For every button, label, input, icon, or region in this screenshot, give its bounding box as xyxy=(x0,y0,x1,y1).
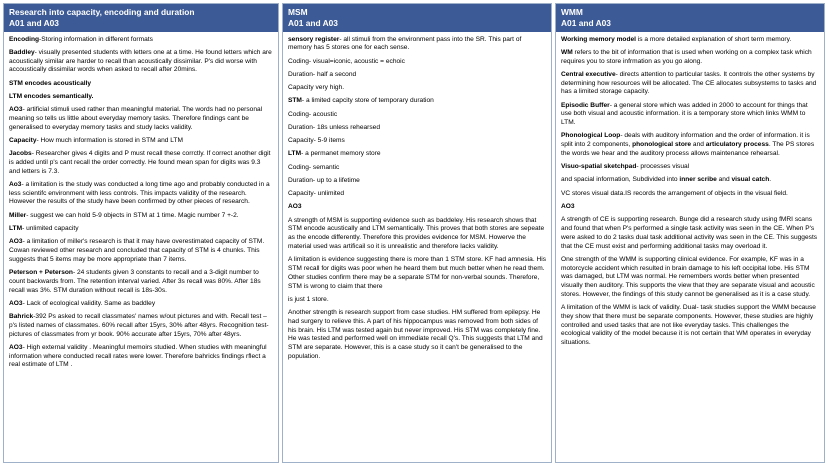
column-1-subtitle: A01 and A03 xyxy=(9,17,59,28)
paragraph xyxy=(9,344,273,370)
column-msm xyxy=(282,3,552,463)
term-label: LTM xyxy=(9,225,23,233)
term-label: Episodic Buffer xyxy=(561,101,610,109)
body-text: VC stores visual data.IS records the arrangement of objects in the visual field. xyxy=(561,189,788,197)
paragraph xyxy=(561,36,819,45)
column-3-header xyxy=(556,4,824,32)
paragraph xyxy=(288,137,546,146)
term-label: WM xyxy=(561,48,573,56)
term-label: Capacity xyxy=(9,136,37,144)
body-text: Coding- semantic xyxy=(288,163,340,171)
paragraph xyxy=(9,80,273,89)
body-text: and xyxy=(716,176,732,184)
paragraph xyxy=(288,71,546,80)
body-text: Coding- acoustic xyxy=(288,110,338,118)
term-label: Phonological Loop xyxy=(561,132,621,140)
paragraph xyxy=(9,225,273,234)
body-text: - a limitation is the study was conducted a long time ago and probably conducted in a less scientifc environment with less controls. This impacts validity of the research. However the results of the study have been confirmed by other pieces of research. xyxy=(9,180,270,206)
paragraph xyxy=(9,269,273,295)
body-text: -Storing information in different formats xyxy=(39,35,153,43)
paragraph xyxy=(9,212,273,221)
paragraph xyxy=(9,313,273,339)
term-label: Jacobs xyxy=(9,150,32,158)
body-text: One strength of the WMM is supporting clinical evidence. For example, KF was in a motorcycle accident which resulted in brain damage to his left occipital lobe. His STM was damaged, but LTM was normal. He remembers words better when presented visually then auditory. This supports the view that they are separate visual and acoustic stores. However, the findings of this study cannot be generalised as it is a case study. xyxy=(561,255,815,298)
column-2-subtitle: A01 and A03 xyxy=(288,17,338,28)
paragraph xyxy=(9,49,273,75)
body-text: Capacity- unlimited xyxy=(288,190,345,198)
body-text: Duration- up to a lifetime xyxy=(288,176,360,184)
paragraph xyxy=(288,58,546,67)
body-text: - visually presented students with letters one at a time. He found letters which are acoustically similar are harder to recall than acoustically dissimilar. P's did worse with accoustically dissimilar words when asked to recall after 20mins. xyxy=(9,48,272,74)
term-label: Peterson + Peterson xyxy=(9,269,73,277)
paragraph xyxy=(9,36,273,45)
paragraph xyxy=(561,256,819,300)
paragraph xyxy=(561,304,819,348)
paragraph xyxy=(561,163,819,172)
body-text: - deals with auditory information and the order of information. it is split into 2 components, xyxy=(561,132,810,149)
term-label: LTM encodes semantically. xyxy=(9,92,94,100)
term-label: Ao3 xyxy=(9,180,22,188)
paragraph xyxy=(9,106,273,132)
paragraph xyxy=(288,97,546,106)
body-text: - a limitation of miller's research is that it may have overestimated capacity of STM. Cowan reviewed other research and concluded that capacity of STM is 4 chunks. This suggests that 5 items may be more appropriate than 7 items. xyxy=(9,238,265,263)
column-wmm xyxy=(555,3,825,463)
body-text: refers to the bit of information that is used when working on a complex task which requires you to store infrmation as you go along. xyxy=(561,48,812,65)
body-text: - 24 students given 3 constants to recall and a 3-digit number to count backwards from. The retention interval varied. After 3s recall was 80%. After 18s recall was 3%. STM duration without recall is 18s-30s. xyxy=(9,269,261,294)
term-label: AO3 xyxy=(9,106,23,114)
paragraph xyxy=(9,238,273,264)
term-label: visual catch xyxy=(731,176,770,184)
column-3-subtitle: A01 and A03 xyxy=(561,17,611,28)
body-text: A limitation is evidence suggesting there is more than 1 STM store. KF had amnesia. His STM recall for digits was poor when he heard them but much better when he read them. Other studies confirm there may be a separate STM for non-verbal sounds. Therefore, STM is wrong to claim that there xyxy=(288,256,547,290)
body-text: Capacity- 5-9 items xyxy=(288,137,345,145)
paragraph xyxy=(288,177,546,186)
term-label: STM encodes acoustically xyxy=(9,79,92,87)
body-text: -392 Ps asked to recall classmates' names w/out pictures and with. Recall test – p's listed names of classmates. 60% recall after 15yrs, 30% after 48yrs. Recognition test- pictures of classmates from yr book. 90% accurate after 15yrs, 70% after 48yrs. xyxy=(9,313,269,338)
body-text: Duration- 18s unless rehearsed xyxy=(288,123,380,131)
term-label: sensory register xyxy=(288,35,340,43)
paragraph xyxy=(9,93,273,102)
body-text: - Researcher gives 4 digits and P must recall these corrctly. If correct another digit is added until p's cant recall the order correctly. He found mean span for digits was 9.3 and letters is 7.3. xyxy=(9,150,271,175)
paragraph xyxy=(561,216,819,251)
body-text: - suggest we can hold 5-9 objects in STM at 1 time. Magic number 7 +-2. xyxy=(26,211,239,219)
body-text: - a limited capcity store of temporary duration xyxy=(301,97,434,105)
body-text: - High external validity . Meaningful memoirs studied. When studies with meaningful information where conducted recall rates were lower. Therefore bahricks findings rflect a real estimate of LTM . xyxy=(9,343,267,369)
term-label: AO3 xyxy=(9,343,23,351)
paragraph xyxy=(9,150,273,176)
body-text: - all stimuli from the environment pass into the SR. This part of memory has 5 stores one for each sense. xyxy=(288,35,522,52)
body-text: is a more detailed explanation of short term memory. xyxy=(636,35,792,43)
paragraph xyxy=(561,190,819,199)
column-research-capacity xyxy=(3,3,279,463)
term-label: articulatory process xyxy=(705,141,769,149)
term-label: AO3 xyxy=(9,299,23,307)
paragraph xyxy=(288,203,546,212)
body-text: Coding- visual=iconic, acoustic = echoic xyxy=(288,57,405,65)
paragraph xyxy=(9,137,273,146)
term-label: Working memory model xyxy=(561,35,636,43)
column-3-title: WMM xyxy=(561,7,583,17)
body-text: - processes visual xyxy=(636,163,690,171)
term-label: AO3 xyxy=(288,203,302,211)
body-text: - artificial stimuli used rather than meaningful material. The words had no personal meaning so tells us little about everyday memory tasks. Therefore findings cant be generalised to everyday memory tasks and study lacks validity. xyxy=(9,106,263,131)
body-text: A strength of CE is supporting research. Bunge did a research study using fMRI scans and found that when P's performed a single task activity was seen in the CE. When P's were asked to do 2 tasks dual task additional activity was seen in the CE. This suggests that the CE must exist and performing additional tasks may overload it. xyxy=(561,216,818,250)
term-label: inner scribe xyxy=(679,176,717,184)
paragraph xyxy=(288,36,546,54)
body-text: and xyxy=(691,141,706,149)
paragraph xyxy=(561,49,819,67)
paragraph xyxy=(288,256,546,291)
term-label: AO3 xyxy=(561,202,575,210)
paragraph xyxy=(288,84,546,93)
body-text: - unlimited capacity xyxy=(22,225,79,233)
paragraph xyxy=(288,309,546,362)
paragraph xyxy=(288,111,546,120)
body-text: - directs attention to particular tasks. It controls the other systems by determining how resources will be allocated. The CE allocates subsystems to tasks and has a limited storage capacity. xyxy=(561,70,817,96)
body-text: Capacity very high. xyxy=(288,84,345,92)
term-label: Bahrick xyxy=(9,313,34,321)
body-text: - Lack of ecological validity. Same as baddley xyxy=(22,299,156,307)
column-2-header xyxy=(283,4,551,32)
body-text: Duration- half a second xyxy=(288,70,357,78)
term-label: AO3 xyxy=(9,238,23,246)
body-text: - a permanet memory store xyxy=(301,150,381,158)
paragraph xyxy=(561,176,819,185)
term-label: Baddley xyxy=(9,48,35,56)
body-text: . The PS stores the words we hear and the auditory process allows maintenance rehearsal. xyxy=(561,141,815,157)
column-2-title: MSM xyxy=(288,7,308,17)
term-label: Encoding xyxy=(9,35,40,43)
term-label: phonological store xyxy=(632,141,692,149)
body-text: is just 1 store. xyxy=(288,295,329,303)
body-text: - How much information is stored in STM and LTM xyxy=(36,136,183,144)
paragraph xyxy=(561,203,819,212)
paragraph xyxy=(288,124,546,133)
column-3-body xyxy=(556,32,824,463)
paragraph xyxy=(9,300,273,309)
body-text: - a general store which was added in 2000 to account for things that use both visual and acoustic information. it is a temporary store which links WMM to LTM. xyxy=(561,101,808,127)
paragraph xyxy=(561,71,819,97)
paragraph xyxy=(288,164,546,173)
body-text: and spacial information, Subdivided into xyxy=(561,176,680,184)
term-label: Miller xyxy=(9,211,27,219)
body-text: A limitation of the WMM is lack of validity. Dual- task studies support the WMM because they show that there must be separate components. However, these studies are highly controlled and used tasks that are not like everyday tasks. This challenges the ecological validity of the model because it is not certain that WM operates in everyday situations. xyxy=(561,304,816,347)
term-label: Visuo-spatial sketchpad xyxy=(561,163,637,171)
term-label: LTM xyxy=(288,150,302,158)
body-text: . xyxy=(769,176,772,184)
paragraph xyxy=(288,296,546,305)
term-label: STM xyxy=(288,97,302,105)
paragraph xyxy=(288,150,546,159)
paragraph xyxy=(561,102,819,128)
column-1-header xyxy=(4,4,278,32)
paragraph xyxy=(561,132,819,158)
body-text: Another strength is research support from case studies. HM suffered from epilepsy. He had surgery to relieve this. A part of his hippocampus was removed from both sides of his brain. His LTM was tested again but never improved. His STM was completely fine. He was tested and performed well on immediate recall Q's. This suggests that LTM and STM are separate. However, this is a case study so it can't be generalised to the population. xyxy=(288,309,543,360)
body-text: A strength of MSM is supporting evidence such as baddeley. His research shows that STM encode acustically and LTM semantically. This proves that both stores are sepeate as the encode differently. Therefore this provides evidence for MSM. Howerve the material used was artificail so it is unrealistic and therefore lacks validity. xyxy=(288,216,545,251)
column-1-title: Research into capacity, encoding and duration xyxy=(9,7,195,17)
paragraph xyxy=(9,181,273,207)
column-1-body xyxy=(4,32,278,463)
column-2-body xyxy=(283,32,551,463)
paragraph xyxy=(288,190,546,199)
paragraph xyxy=(288,217,546,252)
term-label: Central executive xyxy=(561,70,616,78)
